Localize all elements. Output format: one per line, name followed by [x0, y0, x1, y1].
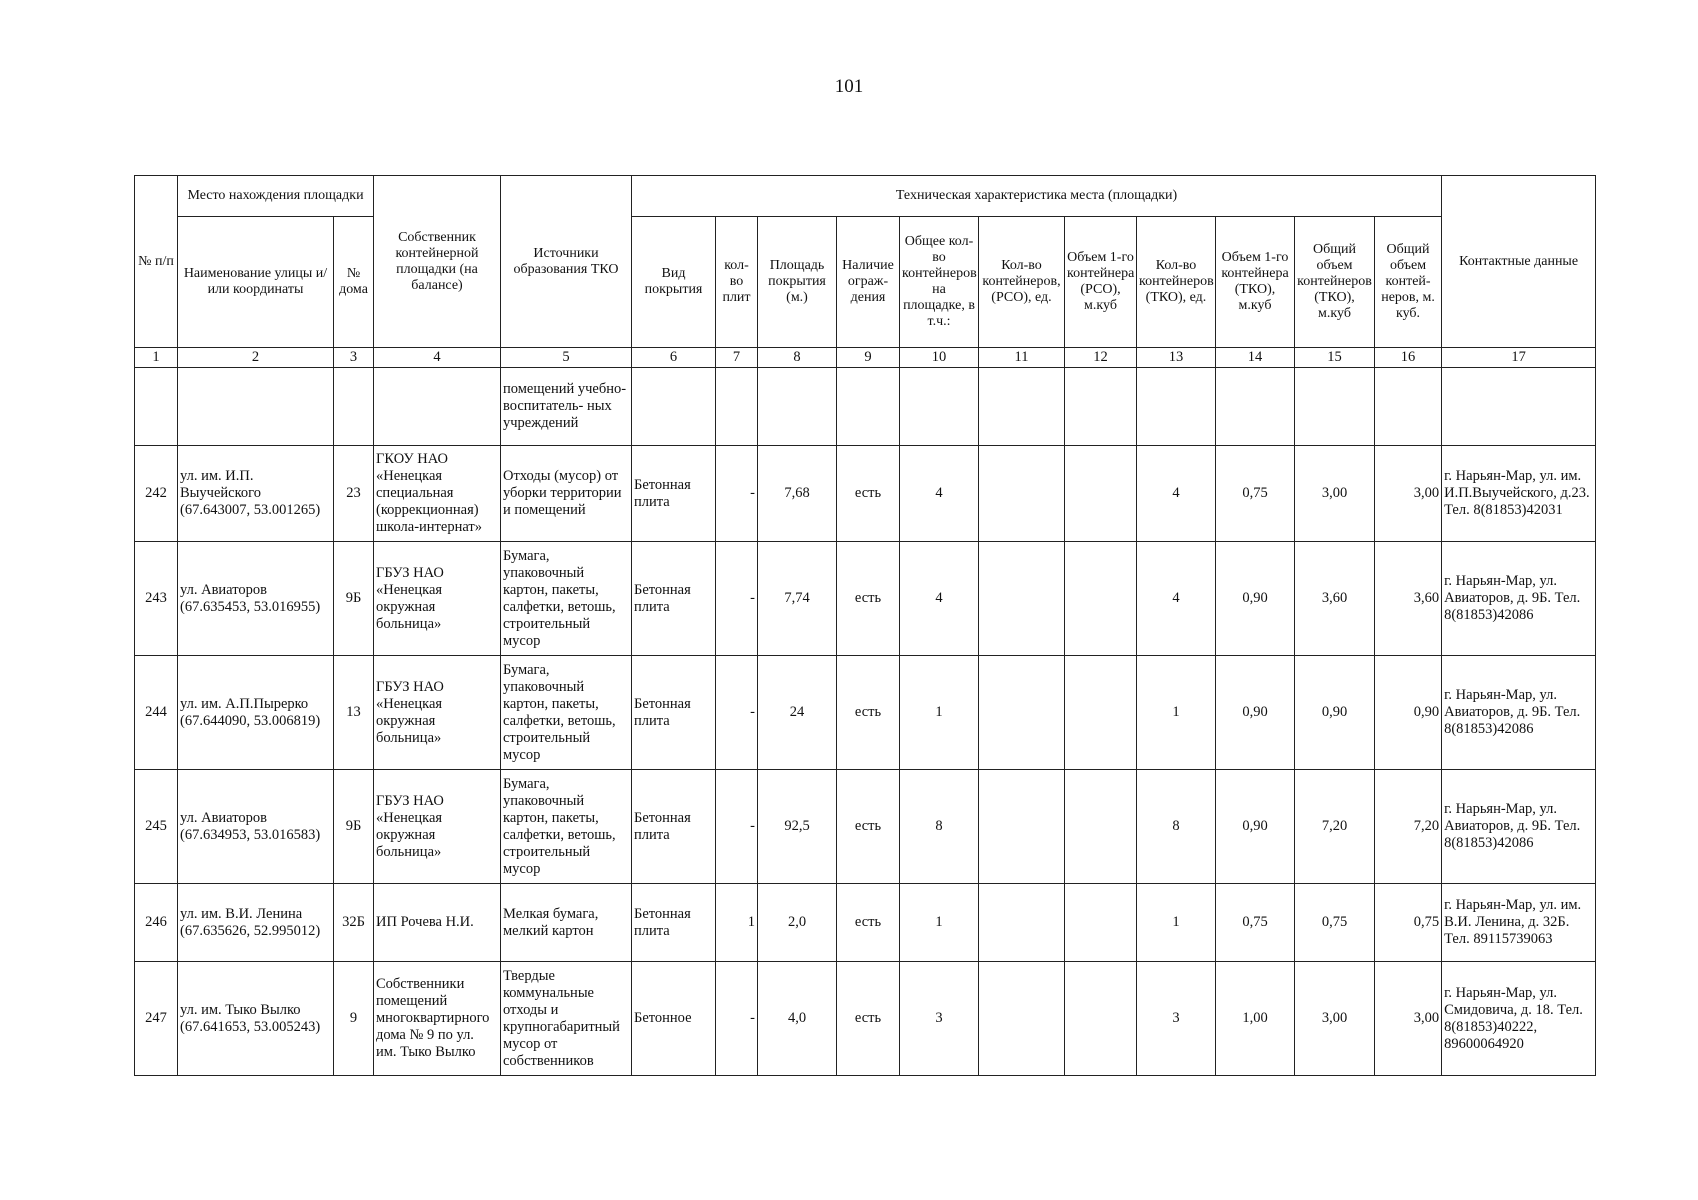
total-volume-cell: 0,75 [1375, 884, 1442, 962]
continuation-row [135, 368, 1596, 446]
total-containers-cell: 3 [900, 962, 979, 1076]
row-number: 247 [135, 962, 178, 1076]
sources-cell: Отходы (мусор) от уборки территории и помещений [501, 446, 632, 542]
column-number: 16 [1375, 348, 1442, 368]
header-location-group: Место нахождения площадки [178, 176, 374, 217]
house-cell: 32Б [334, 884, 374, 962]
waste-sites-table [134, 175, 1596, 1076]
tko-count-cell: 4 [1137, 542, 1216, 656]
header-rso-count: Кол-во контейнеров, (РСО), ед. [979, 217, 1065, 348]
total-containers-cell: 1 [900, 656, 979, 770]
tko-total-volume-cell: 0,90 [1295, 656, 1375, 770]
table-row [135, 962, 1596, 1076]
header-contacts: Контактные данные [1442, 176, 1596, 348]
plates-cell: - [716, 770, 758, 884]
owner-cell: ГБУЗ НАО «Ненецкая окружная больница» [374, 542, 501, 656]
plates-cell: - [716, 656, 758, 770]
header-total-containers: Общее кол-во контейнеров на площадке, в т.ч.: [900, 217, 979, 348]
column-number: 5 [501, 348, 632, 368]
table-row [135, 656, 1596, 770]
fence-cell: есть [837, 446, 900, 542]
owner-cell: ГКОУ НАО «Ненецкая специальная (коррекционная) школа-интернат» [374, 446, 501, 542]
column-number: 13 [1137, 348, 1216, 368]
area-cell: 92,5 [758, 770, 837, 884]
header-fence: Наличие ограж-дения [837, 217, 900, 348]
header-house: № дома [334, 217, 374, 348]
fence-cell: есть [837, 884, 900, 962]
fence-cell: есть [837, 542, 900, 656]
header-tko-volume: Объем 1-го контейнера (ТКО), м.куб [1216, 217, 1295, 348]
sources-cell: Твердые коммунальные отходы и крупногабаритный мусор от собственников [501, 962, 632, 1076]
total-containers-cell: 1 [900, 884, 979, 962]
tko-volume-cell: 0,90 [1216, 770, 1295, 884]
house-cell: 9Б [334, 770, 374, 884]
column-number-row [135, 348, 1596, 368]
plates-cell: - [716, 962, 758, 1076]
tko-count-cell: 3 [1137, 962, 1216, 1076]
column-number: 11 [979, 348, 1065, 368]
fence-cell: есть [837, 962, 900, 1076]
rso-volume-cell [1065, 962, 1137, 1076]
rso-count-cell [979, 770, 1065, 884]
fence-cell: есть [837, 656, 900, 770]
total-volume-cell: 3,60 [1375, 542, 1442, 656]
contacts-cell: г. Нарьян-Мар, ул. им. В.И. Ленина, д. 32Б. Тел. 89115739063 [1442, 884, 1596, 962]
rso-volume-cell [1065, 656, 1137, 770]
row-number: 242 [135, 446, 178, 542]
continuation-sources: помещений учебно-воспитатель- ных учреждений [501, 368, 632, 446]
table-row [135, 542, 1596, 656]
row-number: 244 [135, 656, 178, 770]
surface-cell: Бетонная плита [632, 656, 716, 770]
total-volume-cell: 7,20 [1375, 770, 1442, 884]
tko-volume-cell: 0,75 [1216, 884, 1295, 962]
street-cell: ул. им. В.И. Ленина (67.635626, 52.995012) [178, 884, 334, 962]
total-containers-cell: 4 [900, 446, 979, 542]
header-owner: Собственник контейнерной площадки (на балансе) [374, 176, 501, 348]
total-containers-cell: 4 [900, 542, 979, 656]
table-row [135, 884, 1596, 962]
column-number: 17 [1442, 348, 1596, 368]
header-area: Площадь покрытия (м.) [758, 217, 837, 348]
tko-count-cell: 8 [1137, 770, 1216, 884]
total-containers-cell: 8 [900, 770, 979, 884]
fence-cell: есть [837, 770, 900, 884]
area-cell: 2,0 [758, 884, 837, 962]
column-number: 2 [178, 348, 334, 368]
header-street: Наименование улицы и/или координаты [178, 217, 334, 348]
column-number: 6 [632, 348, 716, 368]
owner-cell: ИП Рочева Н.И. [374, 884, 501, 962]
house-cell: 13 [334, 656, 374, 770]
owner-cell: Собственники помещений многоквартирного дома № 9 по ул. им. Тыко Вылко [374, 962, 501, 1076]
tko-count-cell: 1 [1137, 656, 1216, 770]
rso-count-cell [979, 962, 1065, 1076]
area-cell: 4,0 [758, 962, 837, 1076]
plates-cell: 1 [716, 884, 758, 962]
header-tko-count: Кол-во контейнеров (ТКО), ед. [1137, 217, 1216, 348]
street-cell: ул. им. И.П. Выучейского (67.643007, 53.001265) [178, 446, 334, 542]
rso-volume-cell [1065, 446, 1137, 542]
header-total-volume: Общий объем контей-неров, м. куб. [1375, 217, 1442, 348]
house-cell: 23 [334, 446, 374, 542]
house-cell: 9 [334, 962, 374, 1076]
surface-cell: Бетонное [632, 962, 716, 1076]
street-cell: ул. им. А.П.Пырерко (67.644090, 53.006819) [178, 656, 334, 770]
header-plates: кол-во плит [716, 217, 758, 348]
house-cell: 9Б [334, 542, 374, 656]
area-cell: 24 [758, 656, 837, 770]
tko-total-volume-cell: 3,00 [1295, 446, 1375, 542]
street-cell: ул. им. Тыко Вылко (67.641653, 53.005243) [178, 962, 334, 1076]
header-rso-volume: Объем 1-го контейнера (РСО), м.куб [1065, 217, 1137, 348]
tko-volume-cell: 0,90 [1216, 656, 1295, 770]
area-cell: 7,68 [758, 446, 837, 542]
rso-count-cell [979, 884, 1065, 962]
row-number: 245 [135, 770, 178, 884]
header-tech-group: Техническая характеристика места (площадки) [632, 176, 1442, 217]
table-row [135, 446, 1596, 542]
sources-cell: Мелкая бумага, мелкий картон [501, 884, 632, 962]
contacts-cell: г. Нарьян-Мар, ул. Смидовича, д. 18. Тел. 8(81853)40222, 89600064920 [1442, 962, 1596, 1076]
sources-cell: Бумага, упаковочный картон, пакеты, салфетки, ветошь, строительный мусор [501, 542, 632, 656]
surface-cell: Бетонная плита [632, 446, 716, 542]
sources-cell: Бумага, упаковочный картон, пакеты, салфетки, ветошь, строительный мусор [501, 656, 632, 770]
surface-cell: Бетонная плита [632, 884, 716, 962]
total-volume-cell: 3,00 [1375, 446, 1442, 542]
page-number: 101 [834, 76, 864, 97]
rso-volume-cell [1065, 770, 1137, 884]
row-number: 246 [135, 884, 178, 962]
total-volume-cell: 0,90 [1375, 656, 1442, 770]
rso-count-cell [979, 446, 1065, 542]
sources-cell: Бумага, упаковочный картон, пакеты, салфетки, ветошь, строительный мусор [501, 770, 632, 884]
surface-cell: Бетонная плита [632, 542, 716, 656]
header-sources: Источники образования ТКО [501, 176, 632, 348]
owner-cell: ГБУЗ НАО «Ненецкая окружная больница» [374, 770, 501, 884]
tko-total-volume-cell: 3,60 [1295, 542, 1375, 656]
header-surface: Вид покрытия [632, 217, 716, 348]
header-tko-total-volume: Общий объем контейнеров (ТКО), м.куб [1295, 217, 1375, 348]
rso-count-cell [979, 542, 1065, 656]
tko-total-volume-cell: 0,75 [1295, 884, 1375, 962]
tko-count-cell: 4 [1137, 446, 1216, 542]
contacts-cell: г. Нарьян-Мар, ул. Авиаторов, д. 9Б. Тел. 8(81853)42086 [1442, 656, 1596, 770]
total-volume-cell: 3,00 [1375, 962, 1442, 1076]
column-number: 4 [374, 348, 501, 368]
table-row [135, 770, 1596, 884]
street-cell: ул. Авиаторов (67.635453, 53.016955) [178, 542, 334, 656]
tko-volume-cell: 1,00 [1216, 962, 1295, 1076]
column-number: 8 [758, 348, 837, 368]
column-number: 1 [135, 348, 178, 368]
column-number: 15 [1295, 348, 1375, 368]
header-no: № п/п [135, 176, 178, 348]
column-number: 12 [1065, 348, 1137, 368]
owner-cell: ГБУЗ НАО «Ненецкая окружная больница» [374, 656, 501, 770]
column-number: 9 [837, 348, 900, 368]
tko-volume-cell: 0,90 [1216, 542, 1295, 656]
rso-count-cell [979, 656, 1065, 770]
plates-cell: - [716, 542, 758, 656]
rso-volume-cell [1065, 884, 1137, 962]
column-number: 10 [900, 348, 979, 368]
surface-cell: Бетонная плита [632, 770, 716, 884]
contacts-cell: г. Нарьян-Мар, ул. им. И.П.Выучейского, д.23. Тел. 8(81853)42031 [1442, 446, 1596, 542]
column-number: 7 [716, 348, 758, 368]
street-cell: ул. Авиаторов (67.634953, 53.016583) [178, 770, 334, 884]
contacts-cell: г. Нарьян-Мар, ул. Авиаторов, д. 9Б. Тел. 8(81853)42086 [1442, 770, 1596, 884]
tko-total-volume-cell: 3,00 [1295, 962, 1375, 1076]
plates-cell: - [716, 446, 758, 542]
contacts-cell: г. Нарьян-Мар, ул. Авиаторов, д. 9Б. Тел. 8(81853)42086 [1442, 542, 1596, 656]
tko-count-cell: 1 [1137, 884, 1216, 962]
column-number: 14 [1216, 348, 1295, 368]
column-number: 3 [334, 348, 374, 368]
area-cell: 7,74 [758, 542, 837, 656]
tko-total-volume-cell: 7,20 [1295, 770, 1375, 884]
rso-volume-cell [1065, 542, 1137, 656]
row-number: 243 [135, 542, 178, 656]
tko-volume-cell: 0,75 [1216, 446, 1295, 542]
